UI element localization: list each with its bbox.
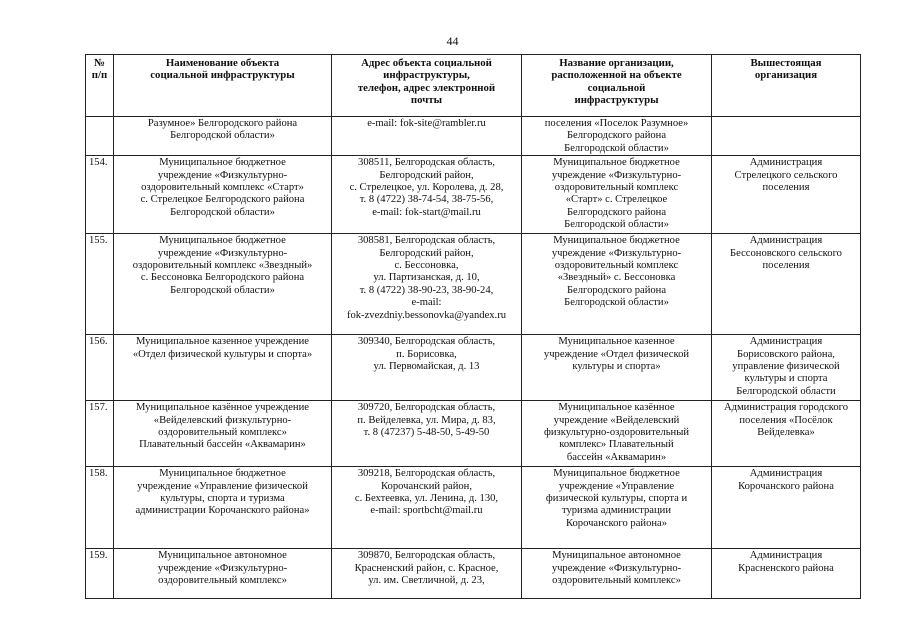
table-row — [86, 156, 861, 234]
organization-cell: Муниципальное бюджетное учреждение «Физкультурно- оздоровительный комплекс «Звездный» с. Бессоновка Белгородского района Белгородской области» — [522, 234, 712, 335]
row-number: 159. — [86, 549, 114, 599]
page-number: 44 — [446, 34, 459, 48]
organization-cell: Муниципальное автономное учреждение «Физкультурно- оздоровительный комплекс» — [522, 549, 712, 599]
row-number: 155. — [86, 234, 114, 335]
row-number: 158. — [86, 467, 114, 549]
row-number: 154. — [86, 156, 114, 234]
address-cell: e-mail: fok-site@rambler.ru — [332, 117, 522, 156]
table-header-row — [86, 55, 861, 117]
header-organization: Название организации, расположенной на объекте социальной инфраструктуры — [522, 55, 712, 117]
address-cell: 308511, Белгородская область, Белгородский район, с. Стрелецкое, ул. Королева, д. 28, т. 8 (4722) 38-74-54, 38-75-56, e-mail: fok-start@mail.ru — [332, 156, 522, 234]
superior-cell: Администрация городского поселения «Посёлок Вейделевка» — [712, 401, 861, 467]
organization-cell: Муниципальное казённое учреждение «Вейделевский физкультурно-оздоровительный комплекс» Плавательный бассейн «Аквамарин» — [522, 401, 712, 467]
address-cell: 309720, Белгородская область, п. Вейделевка, ул. Мира, д. 83, т. 8 (47237) 5-48-50, 5-49-50 — [332, 401, 522, 467]
address-cell: 309340, Белгородская область, п. Борисовка, ул. Первомайская, д. 13 — [332, 335, 522, 401]
table-row — [86, 117, 861, 156]
table-row — [86, 467, 861, 549]
organization-cell: Муниципальное бюджетное учреждение «Физкультурно- оздоровительный комплекс «Старт» с. Стрелецкое Белгородского района Белгородской области» — [522, 156, 712, 234]
table-row — [86, 335, 861, 401]
row-number: 157. — [86, 401, 114, 467]
superior-cell — [712, 117, 861, 156]
infrastructure-table — [85, 54, 861, 599]
address-cell: 308581, Белгородская область, Белгородский район, с. Бессоновка, ул. Партизанская, д. 10, т. 8 (4722) 38-90-23, 38-90-24, e-mail: fok-zvezdniy.bessonovka@yandex.ru — [332, 234, 522, 335]
superior-cell: Администрация Красненского района — [712, 549, 861, 599]
superior-cell: Администрация Борисовского района, управление физической культуры и спорта Белгородской области — [712, 335, 861, 401]
superior-cell: Администрация Бессоновского сельского поселения — [712, 234, 861, 335]
object-name-cell: Муниципальное казенное учреждение «Отдел физической культуры и спорта» — [114, 335, 332, 401]
table-row — [86, 401, 861, 467]
header-superior: Вышестоящая организация — [712, 55, 861, 117]
object-name-cell: Муниципальное автономное учреждение «Физкультурно- оздоровительный комплекс» — [114, 549, 332, 599]
table-row — [86, 549, 861, 599]
superior-cell: Администрация Корочанского района — [712, 467, 861, 549]
address-cell: 309870, Белгородская область, Красненский район, с. Красное, ул. им. Светличной, д. 23, — [332, 549, 522, 599]
object-name-cell: Муниципальное бюджетное учреждение «Управление физической культуры, спорта и туризма администрации Корочанского района» — [114, 467, 332, 549]
table-row — [86, 234, 861, 335]
header-address: Адрес объекта социальной инфраструктуры, телефон, адрес электронной почты — [332, 55, 522, 117]
organization-cell: Муниципальное бюджетное учреждение «Управление физической культуры, спорта и туризма администрации Корочанского района» — [522, 467, 712, 549]
superior-cell: Администрация Стрелецкого сельского поселения — [712, 156, 861, 234]
header-object-name: Наименование объекта социальной инфраструктуры — [114, 55, 332, 117]
row-number: 156. — [86, 335, 114, 401]
organization-cell: Муниципальное казенное учреждение «Отдел физической культуры и спорта» — [522, 335, 712, 401]
object-name-cell: Муниципальное бюджетное учреждение «Физкультурно- оздоровительный комплекс «Старт» с. Стрелецкое Белгородского района Белгородской области» — [114, 156, 332, 234]
object-name-cell: Муниципальное бюджетное учреждение «Физкультурно- оздоровительный комплекс «Звездный» с. Бессоновка Белгородского района Белгородской области» — [114, 234, 332, 335]
row-number — [86, 117, 114, 156]
organization-cell: поселения «Поселок Разумное» Белгородского района Белгородской области» — [522, 117, 712, 156]
object-name-cell: Разумное» Белгородского района Белгородской области» — [114, 117, 332, 156]
address-cell: 309218, Белгородская область, Корочанский район, с. Бехтеевка, ул. Ленина, д. 130, e-mail: sportbcht@mail.ru — [332, 467, 522, 549]
header-number: № п/п — [86, 55, 114, 117]
object-name-cell: Муниципальное казённое учреждение «Вейделевский физкультурно- оздоровительный комплекс» Плавательный бассейн «Аквамарин» — [114, 401, 332, 467]
